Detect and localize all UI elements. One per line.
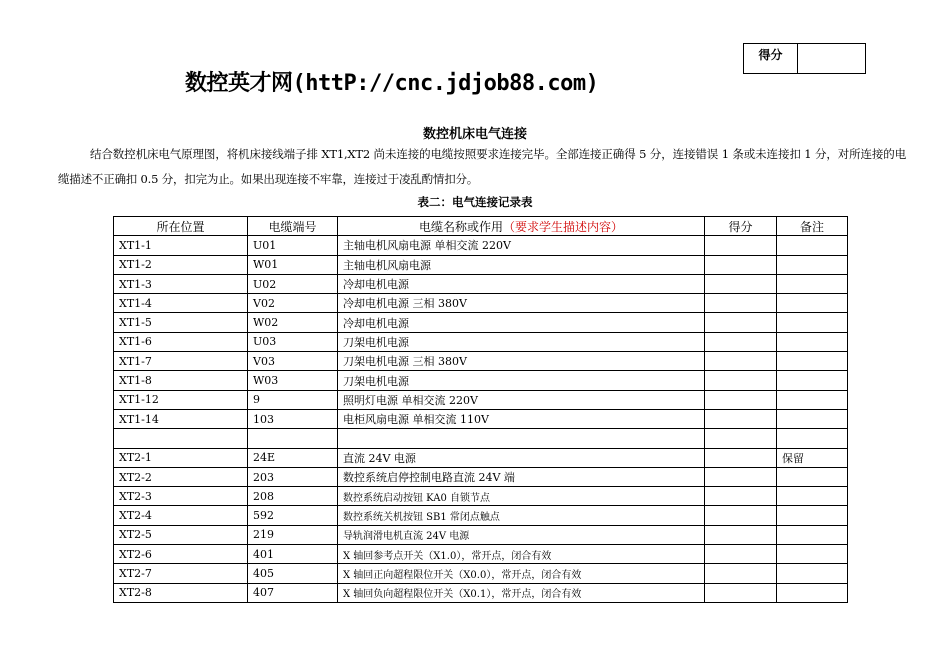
table-header-row xyxy=(114,217,848,236)
cell-score[interactable] xyxy=(705,525,777,544)
cell-name: 数控系统关机按钮 SB1 常闭点触点 xyxy=(338,506,705,525)
cell-score[interactable] xyxy=(705,467,777,486)
site-title: 数控英才网(httP://cnc.jdjob88.com) xyxy=(185,71,599,96)
cell-remarks[interactable] xyxy=(777,371,848,390)
cell-position: XT2-3 xyxy=(114,487,248,506)
cell-name: 直流 24V 电源 xyxy=(338,448,705,467)
cell-position: XT1-12 xyxy=(114,390,248,409)
cell-score[interactable] xyxy=(705,371,777,390)
cell-cable-no: U03 xyxy=(248,332,338,351)
cell-remarks[interactable] xyxy=(777,564,848,583)
cell-remarks[interactable] xyxy=(777,274,848,293)
table-row xyxy=(114,236,848,255)
cell-remarks[interactable] xyxy=(777,506,848,525)
table-row xyxy=(114,583,848,602)
cell-cable-no xyxy=(248,429,338,448)
table-row xyxy=(114,371,848,390)
table-row xyxy=(114,525,848,544)
cell-remarks[interactable] xyxy=(777,429,848,448)
cell-name: X 轴回正向超程限位开关（X0.0），常开点，闭合有效 xyxy=(338,564,705,583)
cell-remarks[interactable] xyxy=(777,255,848,274)
cell-name: X 轴回负向超程限位开关（X0.1），常开点，闭合有效 xyxy=(338,583,705,602)
table-row xyxy=(114,506,848,525)
cell-name: X 轴回参考点开关（X1.0），常开点，闭合有效 xyxy=(338,545,705,564)
header-name-requirement: （要求学生描述内容） xyxy=(503,219,624,234)
cell-score[interactable] xyxy=(705,583,777,602)
cell-name: 主轴电机风扇电源 xyxy=(338,255,705,274)
cell-position: XT1-6 xyxy=(114,332,248,351)
score-label: 得分 xyxy=(744,44,798,73)
cell-score[interactable] xyxy=(705,448,777,467)
cell-position xyxy=(114,429,248,448)
table-row xyxy=(114,274,848,293)
cell-name: 冷却电机电源 三相 380V xyxy=(338,294,705,313)
cell-name: 照明灯电源 单相交流 220V xyxy=(338,390,705,409)
cell-remarks[interactable] xyxy=(777,467,848,486)
cell-position: XT2-6 xyxy=(114,545,248,564)
cell-cable-no: 405 xyxy=(248,564,338,583)
cell-cable-no: U01 xyxy=(248,236,338,255)
instructions-paragraph: 结合数控机床电气原理图，将机床接线端子排 XT1,XT2 尚未连接的电缆按照要求连接完毕。全部连接正确得 5 分，连接错误 1 条或未连接扣 1 分，对所连接的电缆描述不正确扣 0.5 分，扣完为止。如果出现连接不牢靠，连接过于凌乱酌情扣分。 xyxy=(58,147,906,186)
cell-remarks[interactable]: 保留 xyxy=(777,448,848,467)
table-caption: 表二：电气连接记录表 xyxy=(417,195,533,209)
connection-record-table xyxy=(113,216,848,603)
cell-score[interactable] xyxy=(705,429,777,448)
cell-position: XT1-3 xyxy=(114,274,248,293)
cell-name: 刀架电机电源 xyxy=(338,332,705,351)
cell-position: XT2-4 xyxy=(114,506,248,525)
cell-score[interactable] xyxy=(705,390,777,409)
cell-remarks[interactable] xyxy=(777,313,848,332)
cell-position: XT2-5 xyxy=(114,525,248,544)
cell-cable-no: 103 xyxy=(248,409,338,428)
table-row xyxy=(114,429,848,448)
table-row xyxy=(114,409,848,428)
score-box xyxy=(743,43,866,74)
table-row xyxy=(114,448,848,467)
table-row xyxy=(114,352,848,371)
table-row xyxy=(114,564,848,583)
cell-remarks[interactable] xyxy=(777,409,848,428)
cell-position: XT1-2 xyxy=(114,255,248,274)
cell-name: 导轨润滑电机直流 24V 电源 xyxy=(338,525,705,544)
cell-position: XT2-1 xyxy=(114,448,248,467)
cell-score[interactable] xyxy=(705,294,777,313)
cell-name: 刀架电机电源 xyxy=(338,371,705,390)
cell-score[interactable] xyxy=(705,487,777,506)
cell-position: XT2-7 xyxy=(114,564,248,583)
cell-name: 数控系统启动按钮 KA0 自锁节点 xyxy=(338,487,705,506)
cell-cable-no: W03 xyxy=(248,371,338,390)
cell-position: XT1-5 xyxy=(114,313,248,332)
score-value-field[interactable] xyxy=(798,44,865,73)
cell-score[interactable] xyxy=(705,564,777,583)
cell-position: XT2-8 xyxy=(114,583,248,602)
cell-remarks[interactable] xyxy=(777,236,848,255)
table-row xyxy=(114,487,848,506)
cell-position: XT1-14 xyxy=(114,409,248,428)
cell-score[interactable] xyxy=(705,352,777,371)
cell-name: 电柜风扇电源 单相交流 110V xyxy=(338,409,705,428)
cell-score[interactable] xyxy=(705,545,777,564)
cell-cable-no: V03 xyxy=(248,352,338,371)
cell-remarks[interactable] xyxy=(777,583,848,602)
cell-cable-no: 401 xyxy=(248,545,338,564)
cell-score[interactable] xyxy=(705,236,777,255)
cell-remarks[interactable] xyxy=(777,390,848,409)
cell-position: XT1-4 xyxy=(114,294,248,313)
table-row xyxy=(114,294,848,313)
cell-remarks[interactable] xyxy=(777,352,848,371)
cell-position: XT1-8 xyxy=(114,371,248,390)
cell-position: XT2-2 xyxy=(114,467,248,486)
cell-score[interactable] xyxy=(705,313,777,332)
cell-name: 主轴电机风扇电源 单相交流 220V xyxy=(338,236,705,255)
cell-cable-no: W01 xyxy=(248,255,338,274)
cell-cable-no: U02 xyxy=(248,274,338,293)
cell-remarks[interactable] xyxy=(777,487,848,506)
cell-name: 冷却电机电源 xyxy=(338,274,705,293)
cell-score[interactable] xyxy=(705,274,777,293)
table-row xyxy=(114,332,848,351)
header-name-label: 电缆名称或作用 xyxy=(418,219,503,234)
cell-cable-no: 203 xyxy=(248,467,338,486)
cell-remarks[interactable] xyxy=(777,525,848,544)
cell-cable-no: 219 xyxy=(248,525,338,544)
cell-name: 冷却电机电源 xyxy=(338,313,705,332)
header-position: 所在位置 xyxy=(114,217,248,236)
document-title: 数控机床电气连接 xyxy=(422,127,527,142)
table-row xyxy=(114,255,848,274)
cell-remarks[interactable] xyxy=(777,545,848,564)
cell-cable-no: 24E xyxy=(248,448,338,467)
cell-position: XT1-1 xyxy=(114,236,248,255)
cell-cable-no: 407 xyxy=(248,583,338,602)
cell-score[interactable] xyxy=(705,332,777,351)
cell-cable-no: 208 xyxy=(248,487,338,506)
cell-cable-no: 9 xyxy=(248,390,338,409)
cell-cable-no: W02 xyxy=(248,313,338,332)
table-row xyxy=(114,545,848,564)
cell-score[interactable] xyxy=(705,506,777,525)
cell-remarks[interactable] xyxy=(777,294,848,313)
cell-score[interactable] xyxy=(705,255,777,274)
cell-cable-no: V02 xyxy=(248,294,338,313)
cell-score[interactable] xyxy=(705,409,777,428)
cell-cable-no: 592 xyxy=(248,506,338,525)
header-score: 得分 xyxy=(705,217,777,236)
cell-name: 刀架电机电源 三相 380V xyxy=(338,352,705,371)
table-row xyxy=(114,313,848,332)
cell-position: XT1-7 xyxy=(114,352,248,371)
cell-remarks[interactable] xyxy=(777,332,848,351)
header-remarks: 备注 xyxy=(777,217,848,236)
cell-name: 数控系统启停控制电路直流 24V 端 xyxy=(338,467,705,486)
header-name xyxy=(338,217,705,236)
table-row xyxy=(114,390,848,409)
cell-name xyxy=(338,429,705,448)
table-row xyxy=(114,467,848,486)
header-cable-no: 电缆端号 xyxy=(248,217,338,236)
